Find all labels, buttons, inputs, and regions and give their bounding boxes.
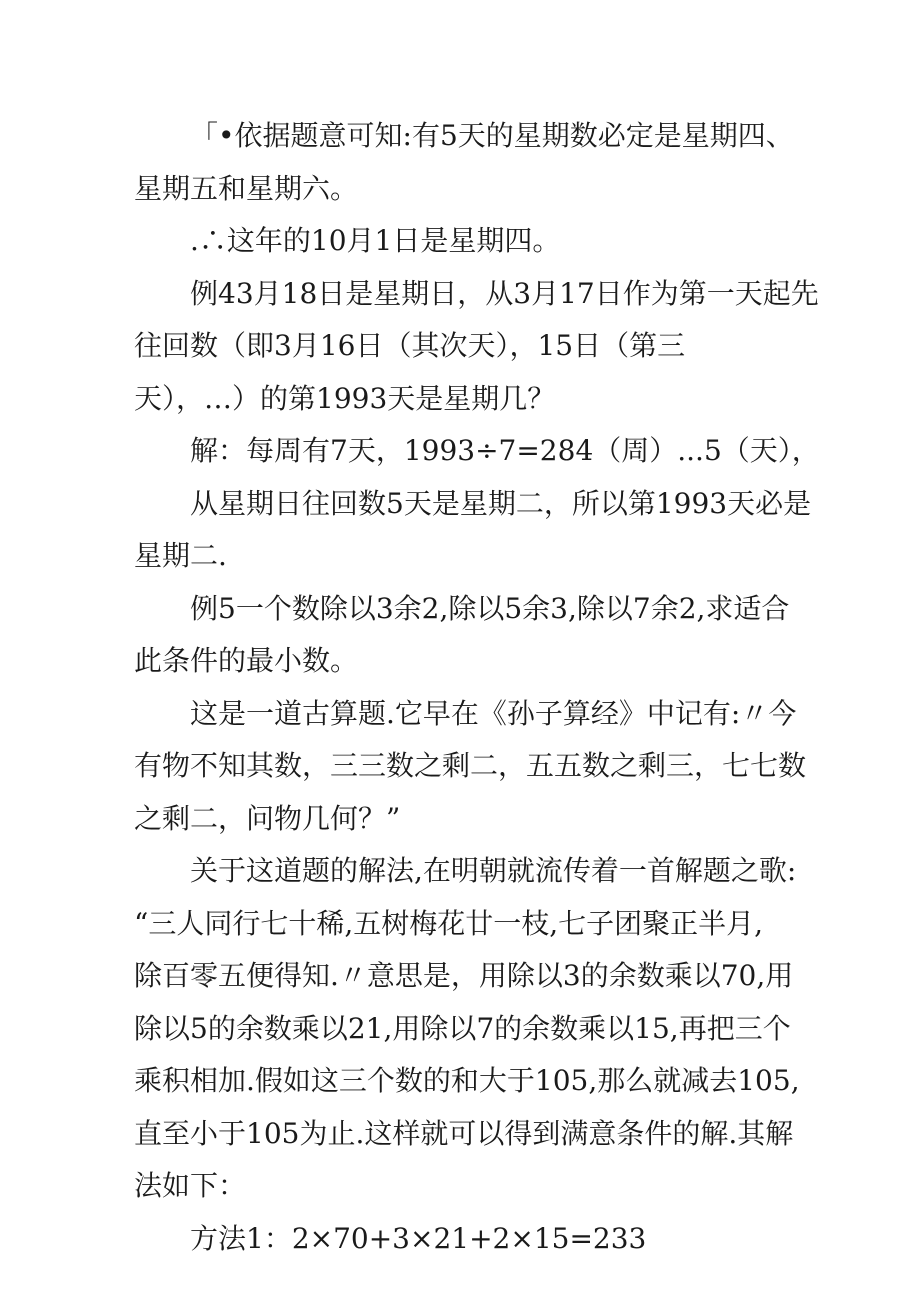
text-line: 这是一道古算题.它早在《孙子算经》中记有:〃今 xyxy=(190,696,797,730)
text-line: 关于这道题的解法,在明朝就流传着一首解题之歌: xyxy=(190,854,797,887)
text-line: 往回数（即3月16日（其次天），15日（第三 xyxy=(134,329,686,362)
text-line: 之剩二，问物几何？” xyxy=(134,801,401,835)
text-line: .∴这年的10月1日是星期四。 xyxy=(190,224,561,257)
text-line: 乘积相加.假如这三个数的和大于105,那么就减去105, xyxy=(134,1064,800,1097)
text-line: 从星期日往回数5天是星期二，所以第1993天必是 xyxy=(190,486,812,520)
text-line: 例43月18日是星期日，从3月17日作为第一天起先 xyxy=(190,276,819,310)
text-line: 除以5的余数乘以21,用除以7的余数乘以15,再把三个 xyxy=(134,1011,791,1045)
text-line: 法如下： xyxy=(134,1169,247,1202)
text-line: 此条件的最小数。 xyxy=(134,644,359,677)
text-line: 例5一个数除以3余2,除以5余3,除以7余2,求适合 xyxy=(190,591,790,625)
text-line: 星期五和星期六。 xyxy=(134,171,359,205)
text-line: 有物不知其数，三三数之剩二，五五数之剩三，七七数 xyxy=(134,749,807,782)
text-line: 除百零五便得知.〃意思是，用除以3的余数乘以70,用 xyxy=(134,959,794,992)
text-line: “三人同行七十稀,五树梅花廿一枝,七子团聚正半月, xyxy=(134,906,764,940)
text-line: 天），…）的第1993天是星期几？ xyxy=(134,381,556,415)
body-text xyxy=(134,110,820,1265)
text-line: 直至小于105为止.这样就可以得到满意条件的解.其解 xyxy=(134,1116,794,1150)
text-line: 方法1：2×70+3×21+2×15=233 xyxy=(190,1221,647,1255)
text-line: 星期二. xyxy=(134,539,227,572)
text-line: 解：每周有7天，1993÷7=284（周）...5（天）， xyxy=(190,434,820,467)
text-line: 「•依据题意可知:有5天的星期数必定是星期四、 xyxy=(190,119,794,152)
